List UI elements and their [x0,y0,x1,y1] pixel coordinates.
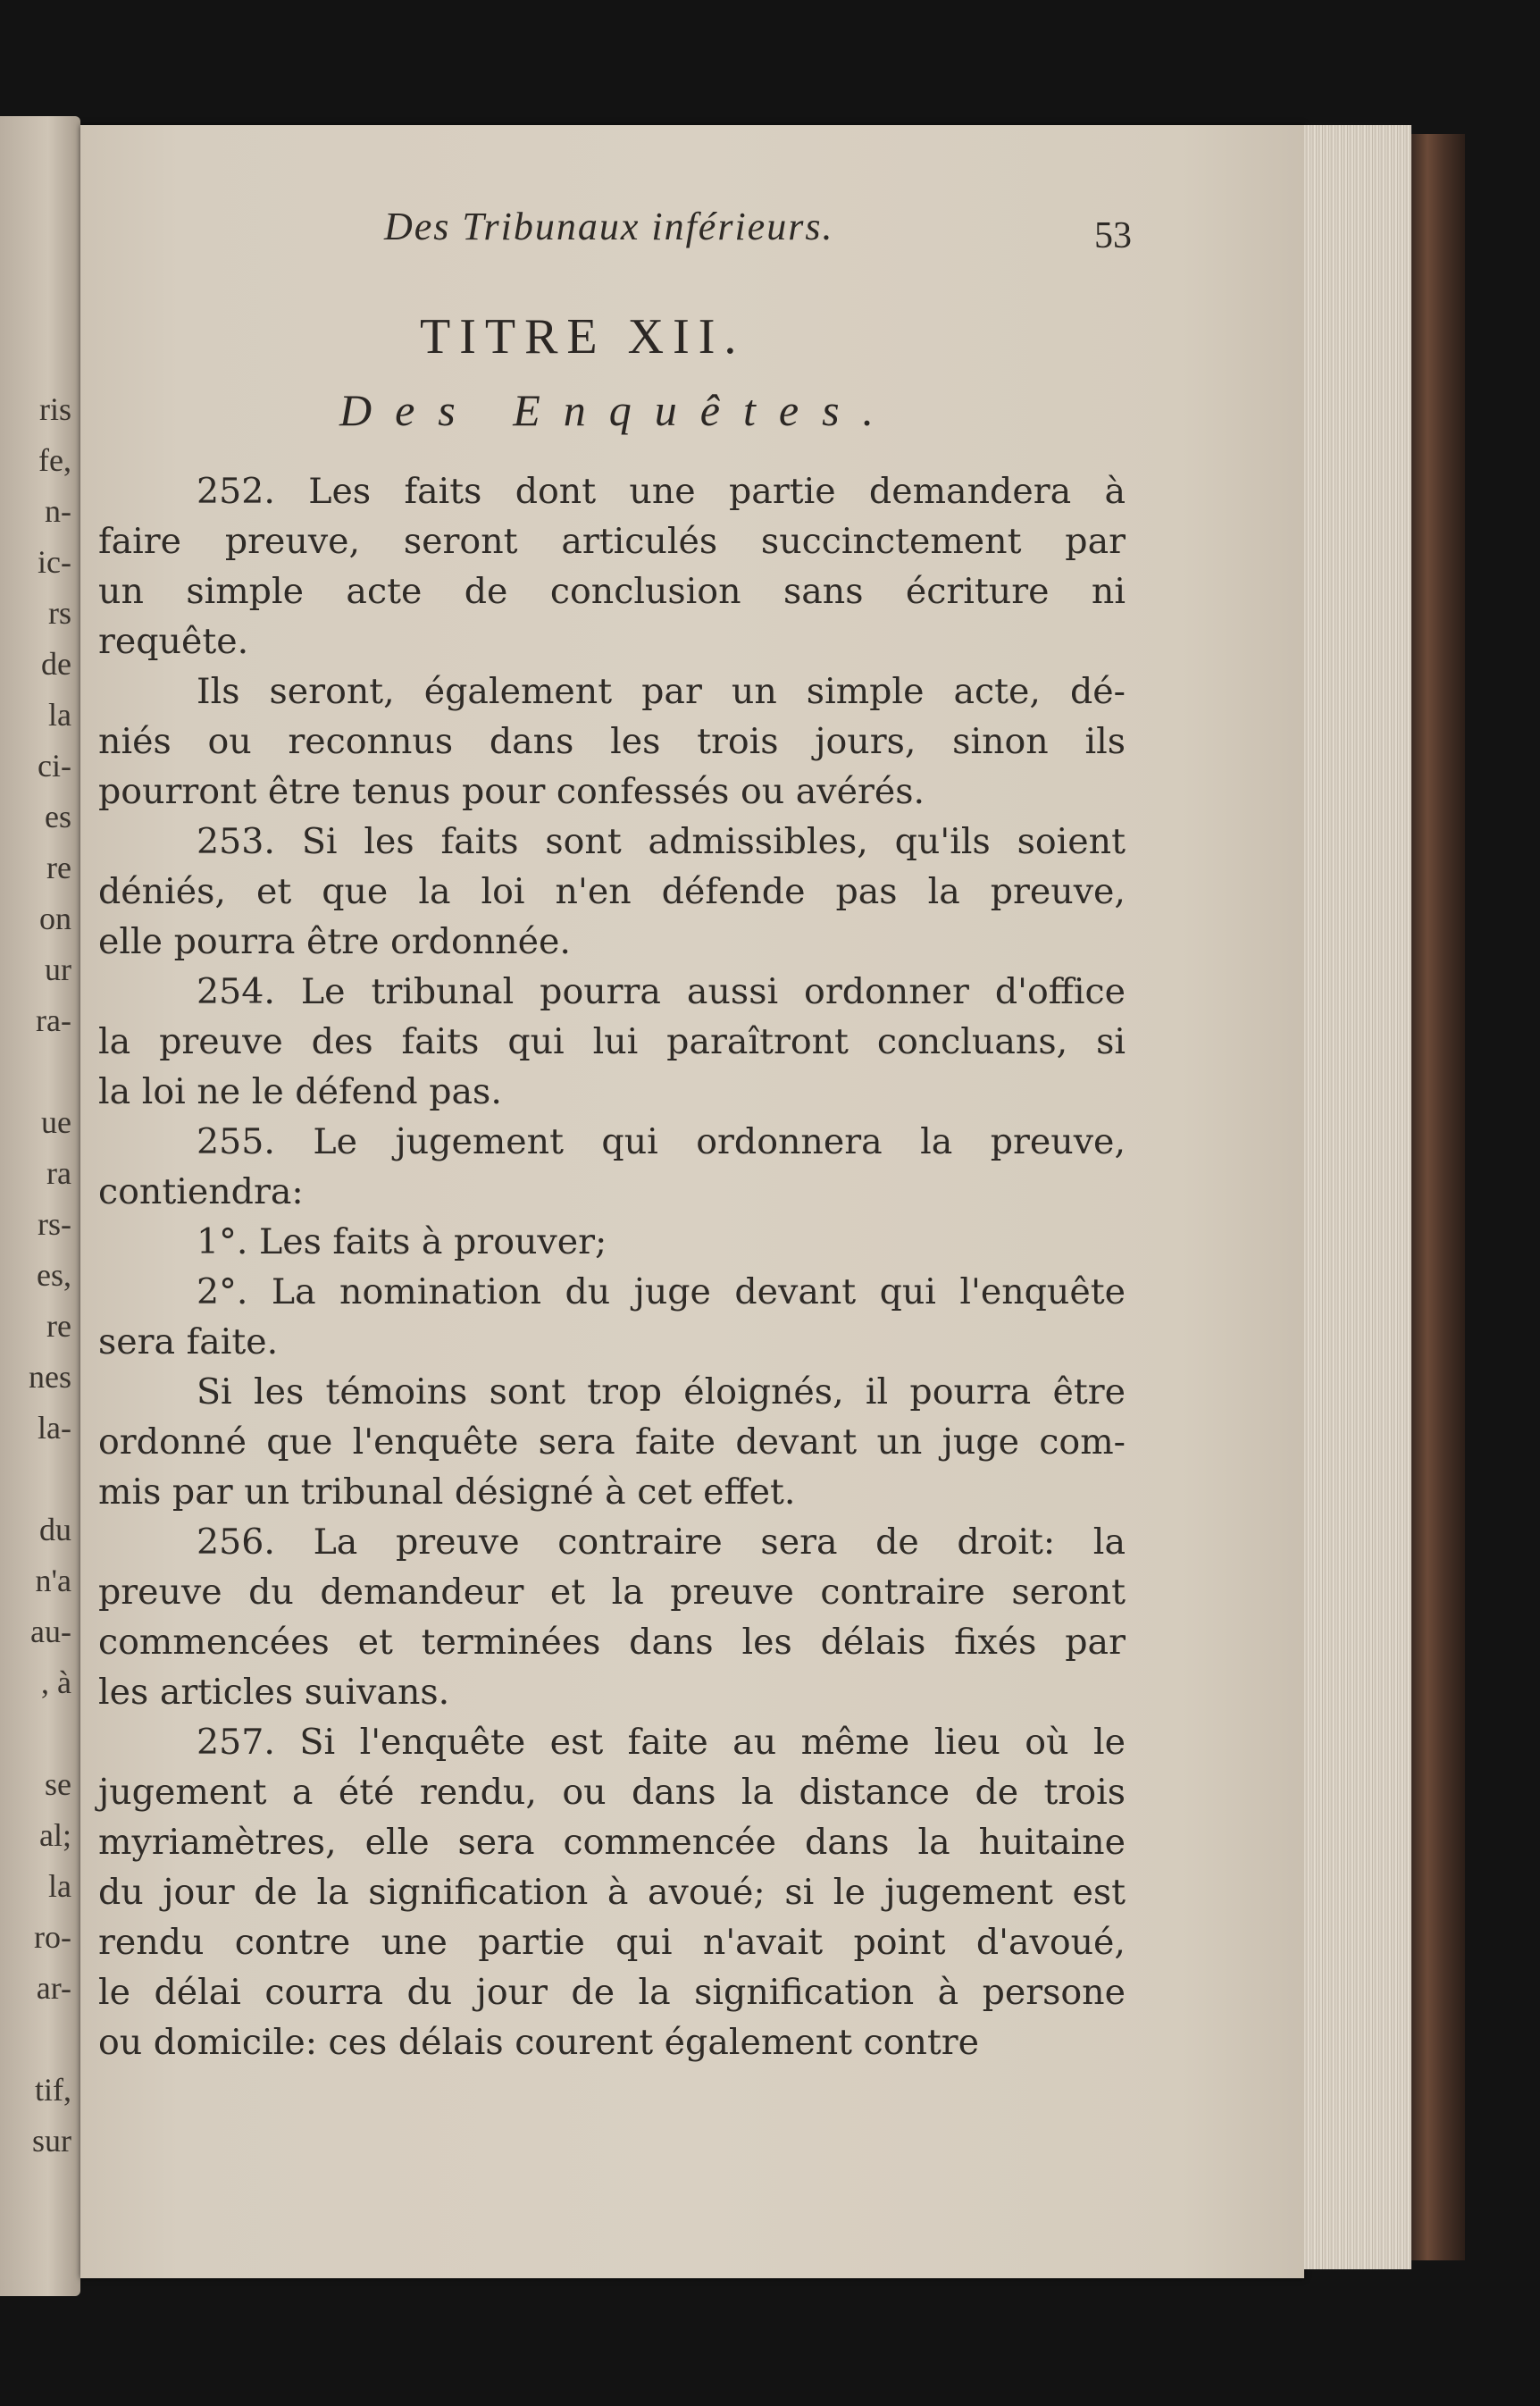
left-fragment: rs [48,595,71,631]
left-fragment: la [48,697,71,733]
text-line: 255. Le jugement qui ordonnera la preuve, [197,1121,1126,1162]
text-line: 1°. Les faits à prouver; [197,1221,607,1262]
text-line: 254. Le tribunal pourra aussi ordonner d'office [197,971,1126,1012]
page-number: 53 [1094,215,1132,256]
left-fragment: ra [46,1155,71,1191]
text-line: myriamètres, elle sera commencée dans la huitaine [98,1822,1126,1863]
text-line: jugement a été rendu, ou dans la distance de trois [98,1772,1126,1813]
page-edges [1304,125,1411,2269]
left-fragment: fe, [38,442,71,478]
left-fragment: , à [41,1664,71,1700]
text-line: 253. Si les faits sont admissibles, qu'ils soient [197,821,1126,862]
left-fragment: ue [41,1104,71,1140]
left-fragment: ci- [38,748,71,784]
paragraph [98,1717,1126,2067]
left-fragment: se [45,1766,71,1802]
left-fragment: ic- [38,544,71,580]
left-fragment: rs- [38,1206,71,1242]
left-fragment: n'a [35,1563,71,1598]
left-page-edge [0,116,80,2296]
left-fragment: sur [32,2123,71,2159]
text-line: les articles suivans. [98,1672,450,1713]
text-line: Si les témoins sont trop éloignés, il pourra être [197,1371,1126,1413]
left-fragment: la- [38,1410,71,1446]
paragraph [98,666,1126,817]
left-fragment: la [48,1868,71,1904]
text-line: ordonné que l'enquête sera faite devant un juge com- [98,1421,1126,1463]
left-fragment [0,1046,71,1097]
left-fragment: du [39,1512,71,1547]
text-line: faire preuve, seront articulés succinctement par [98,521,1126,562]
text-line: 256. La preuve contraire sera de droit: la [197,1522,1126,1563]
text-line: requête. [98,621,249,662]
text-line: la loi ne le défend pas. [98,1071,502,1112]
left-fragment: es, [37,1257,71,1293]
paragraph [98,967,1126,1117]
text-line: ou domicile: ces délais courent également contre [98,2022,980,2063]
chapter-subtitle: Des Enquêtes. [339,385,898,435]
left-fragment: n- [45,493,71,529]
text-line: 257. Si l'enquête est faite au même lieu où le [197,1722,1126,1763]
left-fragment: on [39,901,71,936]
left-fragment: re [46,1308,71,1344]
text-line: elle pourra être ordonnée. [98,921,571,962]
text-line: mis par un tribunal désigné à cet effet. [98,1471,796,1513]
text-line: un simple acte de conclusion sans écriture ni [98,571,1126,612]
text-line: 2°. La nomination du juge devant qui l'enquête [197,1271,1126,1312]
left-fragment: ris [39,391,71,427]
text-line: preuve du demandeur et la preuve contraire seront [98,1572,1126,1613]
body-text [98,466,1126,2067]
text-line: du jour de la signification à avoué; si le jugement est [98,1872,1126,1913]
left-fragment: ra- [36,1002,71,1038]
paragraph [98,1217,1126,1267]
left-fragment [0,2014,71,2065]
left-fragment: es [45,799,71,834]
left-fragment: de [41,646,71,682]
text-line: la preuve des faits qui lui paraîtront concluans, si [98,1021,1126,1062]
left-fragment: re [46,850,71,885]
left-fragment: ro- [34,1919,71,1955]
left-fragment: ar- [36,1970,71,2006]
left-fragment [0,1454,71,1505]
left-fragment [0,1708,71,1759]
text-line: le délai courra du jour de la signification à persone [98,1972,1126,2013]
left-fragment: ur [45,952,71,987]
chapter-title: TITRE XII. [420,309,746,365]
left-fragment: au- [30,1614,71,1649]
paragraph [98,817,1126,967]
text-line: niés ou reconnus dans les trois jours, sinon ils [98,721,1126,762]
text-line: pourront être tenus pour confessés ou avérés. [98,771,925,812]
left-page-text-fragments [0,384,71,2167]
text-line: contiendra: [98,1171,304,1212]
paragraph [98,1517,1126,1717]
paragraph [98,466,1126,666]
left-fragment: nes [29,1359,71,1395]
text-line: Ils seront, également par un simple acte, dé- [197,671,1126,712]
paragraph [98,1367,1126,1517]
left-fragment: al; [39,1817,71,1853]
text-line: déniés, et que la loi n'en défende pas la preuve, [98,871,1126,912]
text-line: commencées et terminées dans les délais fixés par [98,1622,1126,1663]
text-line: sera faite. [98,1321,279,1362]
left-fragment: tif, [35,2072,71,2108]
text-line: 252. Les faits dont une partie demandera à [197,471,1126,512]
text-line: rendu contre une partie qui n'avait point d'avoué, [98,1922,1126,1963]
paragraph [98,1117,1126,1217]
paragraph [98,1267,1126,1367]
book-cover [1411,134,1465,2260]
running-header: Des Tribunaux inférieurs. [384,205,834,248]
